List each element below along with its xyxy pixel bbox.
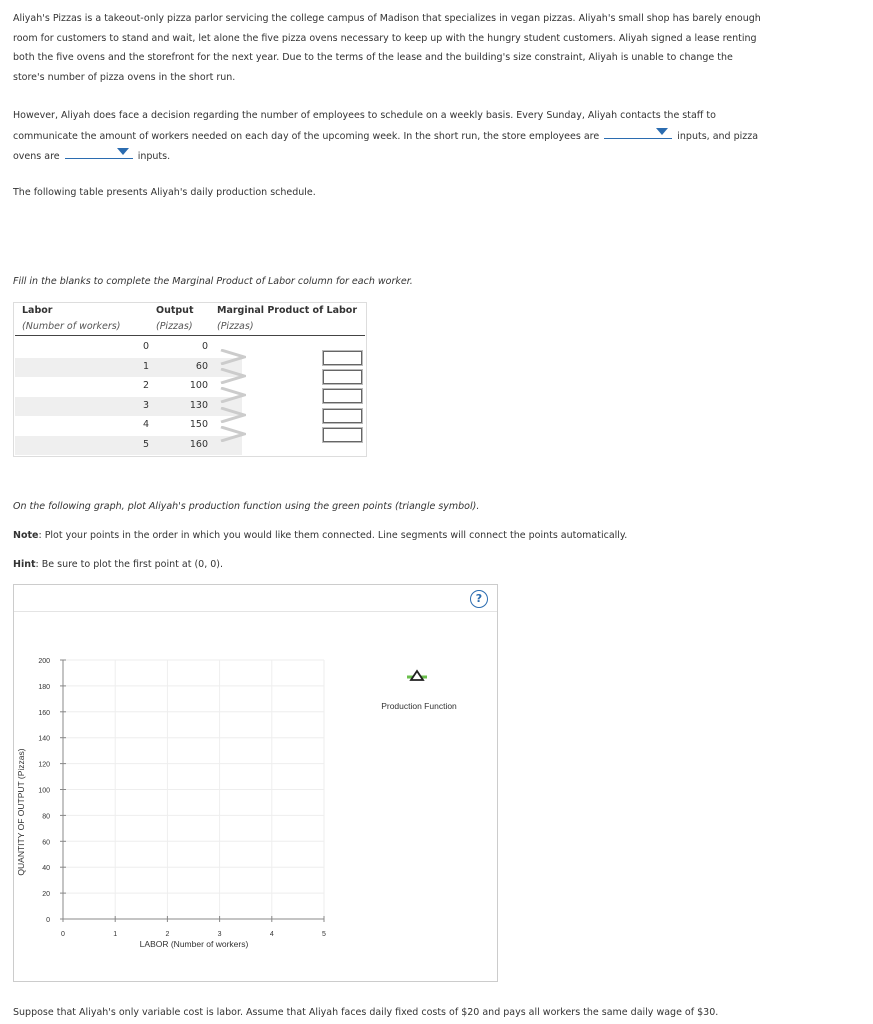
- x-tick-label: 4: [269, 931, 274, 938]
- x-axis-label: LABOR (Number of workers): [139, 939, 249, 949]
- table-row: [15, 377, 242, 397]
- decision-text-2: inputs, and pizza ovens are: [13, 130, 759, 163]
- y-tick-label: 180: [38, 683, 50, 691]
- table-row: [15, 358, 242, 378]
- table-row: [15, 416, 242, 436]
- hint-line: [13, 555, 763, 575]
- decision-paragraph: [13, 106, 763, 167]
- production-function-plot[interactable]: [14, 612, 497, 982]
- y-tick-label: 120: [38, 761, 50, 769]
- y-tick-label: 160: [38, 709, 50, 717]
- labor-cell: 4: [142, 419, 149, 430]
- note-text: : Plot your points in the order in which you would like them connected. Line segments will connect the points automatically.: [38, 530, 628, 541]
- chevron-right-icon: [220, 349, 246, 365]
- note-label: Note: [13, 530, 39, 541]
- mpl-subheader: (Pizzas): [217, 321, 254, 332]
- y-tick-label: 60: [42, 839, 50, 847]
- x-tick-label: 5: [322, 931, 326, 938]
- intro-paragraph: Aliyah's Pizzas is a takeout-only pizza parlor servicing the college campus of Madison that specializes in vegan pizzas. Aliyah's small shop has barely enough room for customers to stand and wait, let alone the five pizza ovens necessary to keep up with the hungry student customers. Aliyah signed a lease renting both the five ovens and the storefront for the next year. Due to the terms of the lease and the building's size constraint, Aliyah is unable to change the store's number of pizza ovens in the short run.: [13, 13, 761, 83]
- table-row: [15, 338, 242, 358]
- x-tick-label: 3: [217, 931, 222, 938]
- graph-toolbar: [14, 585, 497, 612]
- output-header: Output: [156, 305, 194, 316]
- graph-instruction: On the following graph, plot Aliyah's production function using the green points (triangle symbol).: [13, 501, 480, 512]
- chevron-right-icon: [220, 426, 246, 442]
- y-tick-label: 80: [42, 813, 50, 821]
- chevron-down-icon: [656, 128, 668, 135]
- chevron-right-icon: [220, 387, 246, 403]
- y-tick-label: 40: [42, 865, 50, 873]
- hint-text: : Be sure to plot the first point at (0, 0).: [35, 559, 224, 570]
- output-cell: 160: [189, 438, 208, 450]
- production-table: [13, 302, 367, 457]
- labor-cell: 0: [142, 341, 149, 352]
- production-function-point-tool[interactable]: [407, 671, 427, 680]
- help-icon[interactable]: ?: [470, 590, 488, 608]
- labor-header: Labor: [22, 305, 53, 316]
- y-tick-label: 200: [38, 658, 50, 665]
- x-tick-label: 1: [113, 931, 118, 938]
- labor-cell: 1: [142, 360, 149, 372]
- decision-text-1: However, Aliyah does face a decision regarding the number of employees to schedule on a weekly basis. Every Sunday, Aliyah contacts the staff to communicate the amount of workers needed on each day of the upcoming week. In the short run, the store employees are: [13, 110, 716, 142]
- header-divider: [15, 335, 365, 336]
- output-cell: 130: [189, 399, 208, 411]
- mpl-input-worker-3[interactable]: [323, 389, 362, 403]
- labor-cell: 3: [142, 399, 149, 411]
- decision-text-3: inputs.: [137, 151, 171, 163]
- chevron-down-icon: [117, 148, 129, 155]
- labor-cell: 5: [142, 438, 149, 450]
- labor-subheader: (Number of workers): [22, 321, 121, 332]
- closing-paragraph: Suppose that Aliyah's only variable cost is labor. Assume that Aliyah faces daily fixed costs of $20 and pays all workers the same daily wage of $30.: [13, 1007, 719, 1018]
- y-axis-label: QUANTITY OF OUTPUT (Pizzas): [16, 748, 26, 876]
- output-cell: 150: [189, 419, 208, 430]
- output-cell: 0: [201, 341, 208, 352]
- output-cell: 100: [189, 380, 208, 391]
- chevron-right-icon: [220, 407, 246, 423]
- x-tick-label: 2: [165, 931, 170, 938]
- y-tick-label: 100: [38, 787, 50, 795]
- labor-cell: 2: [142, 380, 149, 391]
- ovens-input-type-dropdown[interactable]: [65, 146, 133, 159]
- chevron-right-icon: [220, 368, 246, 384]
- output-subheader: (Pizzas): [156, 321, 193, 332]
- hint-label: Hint: [13, 559, 36, 570]
- note-line: [13, 526, 763, 546]
- y-tick-label: 20: [42, 891, 50, 899]
- y-tick-label: 0: [46, 917, 50, 924]
- output-cell: 60: [195, 360, 208, 372]
- employees-input-type-dropdown[interactable]: [604, 126, 672, 139]
- x-tick-label: 0: [61, 931, 65, 938]
- mpl-input-worker-2[interactable]: [323, 370, 362, 384]
- mpl-input-worker-4[interactable]: [323, 409, 362, 423]
- mpl-header: Marginal Product of Labor: [217, 305, 358, 316]
- legend-label: Production Function: [381, 701, 457, 711]
- table-intro: The following table presents Aliyah's daily production schedule.: [13, 187, 316, 198]
- table-row: [15, 397, 242, 417]
- mpl-input-worker-5[interactable]: [323, 428, 362, 442]
- graph-panel: [13, 584, 498, 982]
- mpl-input-worker-1[interactable]: [323, 351, 362, 365]
- y-tick-label: 140: [38, 735, 50, 743]
- table-instruction: Fill in the blanks to complete the Marginal Product of Labor column for each worker.: [13, 276, 413, 287]
- table-row: [15, 436, 242, 456]
